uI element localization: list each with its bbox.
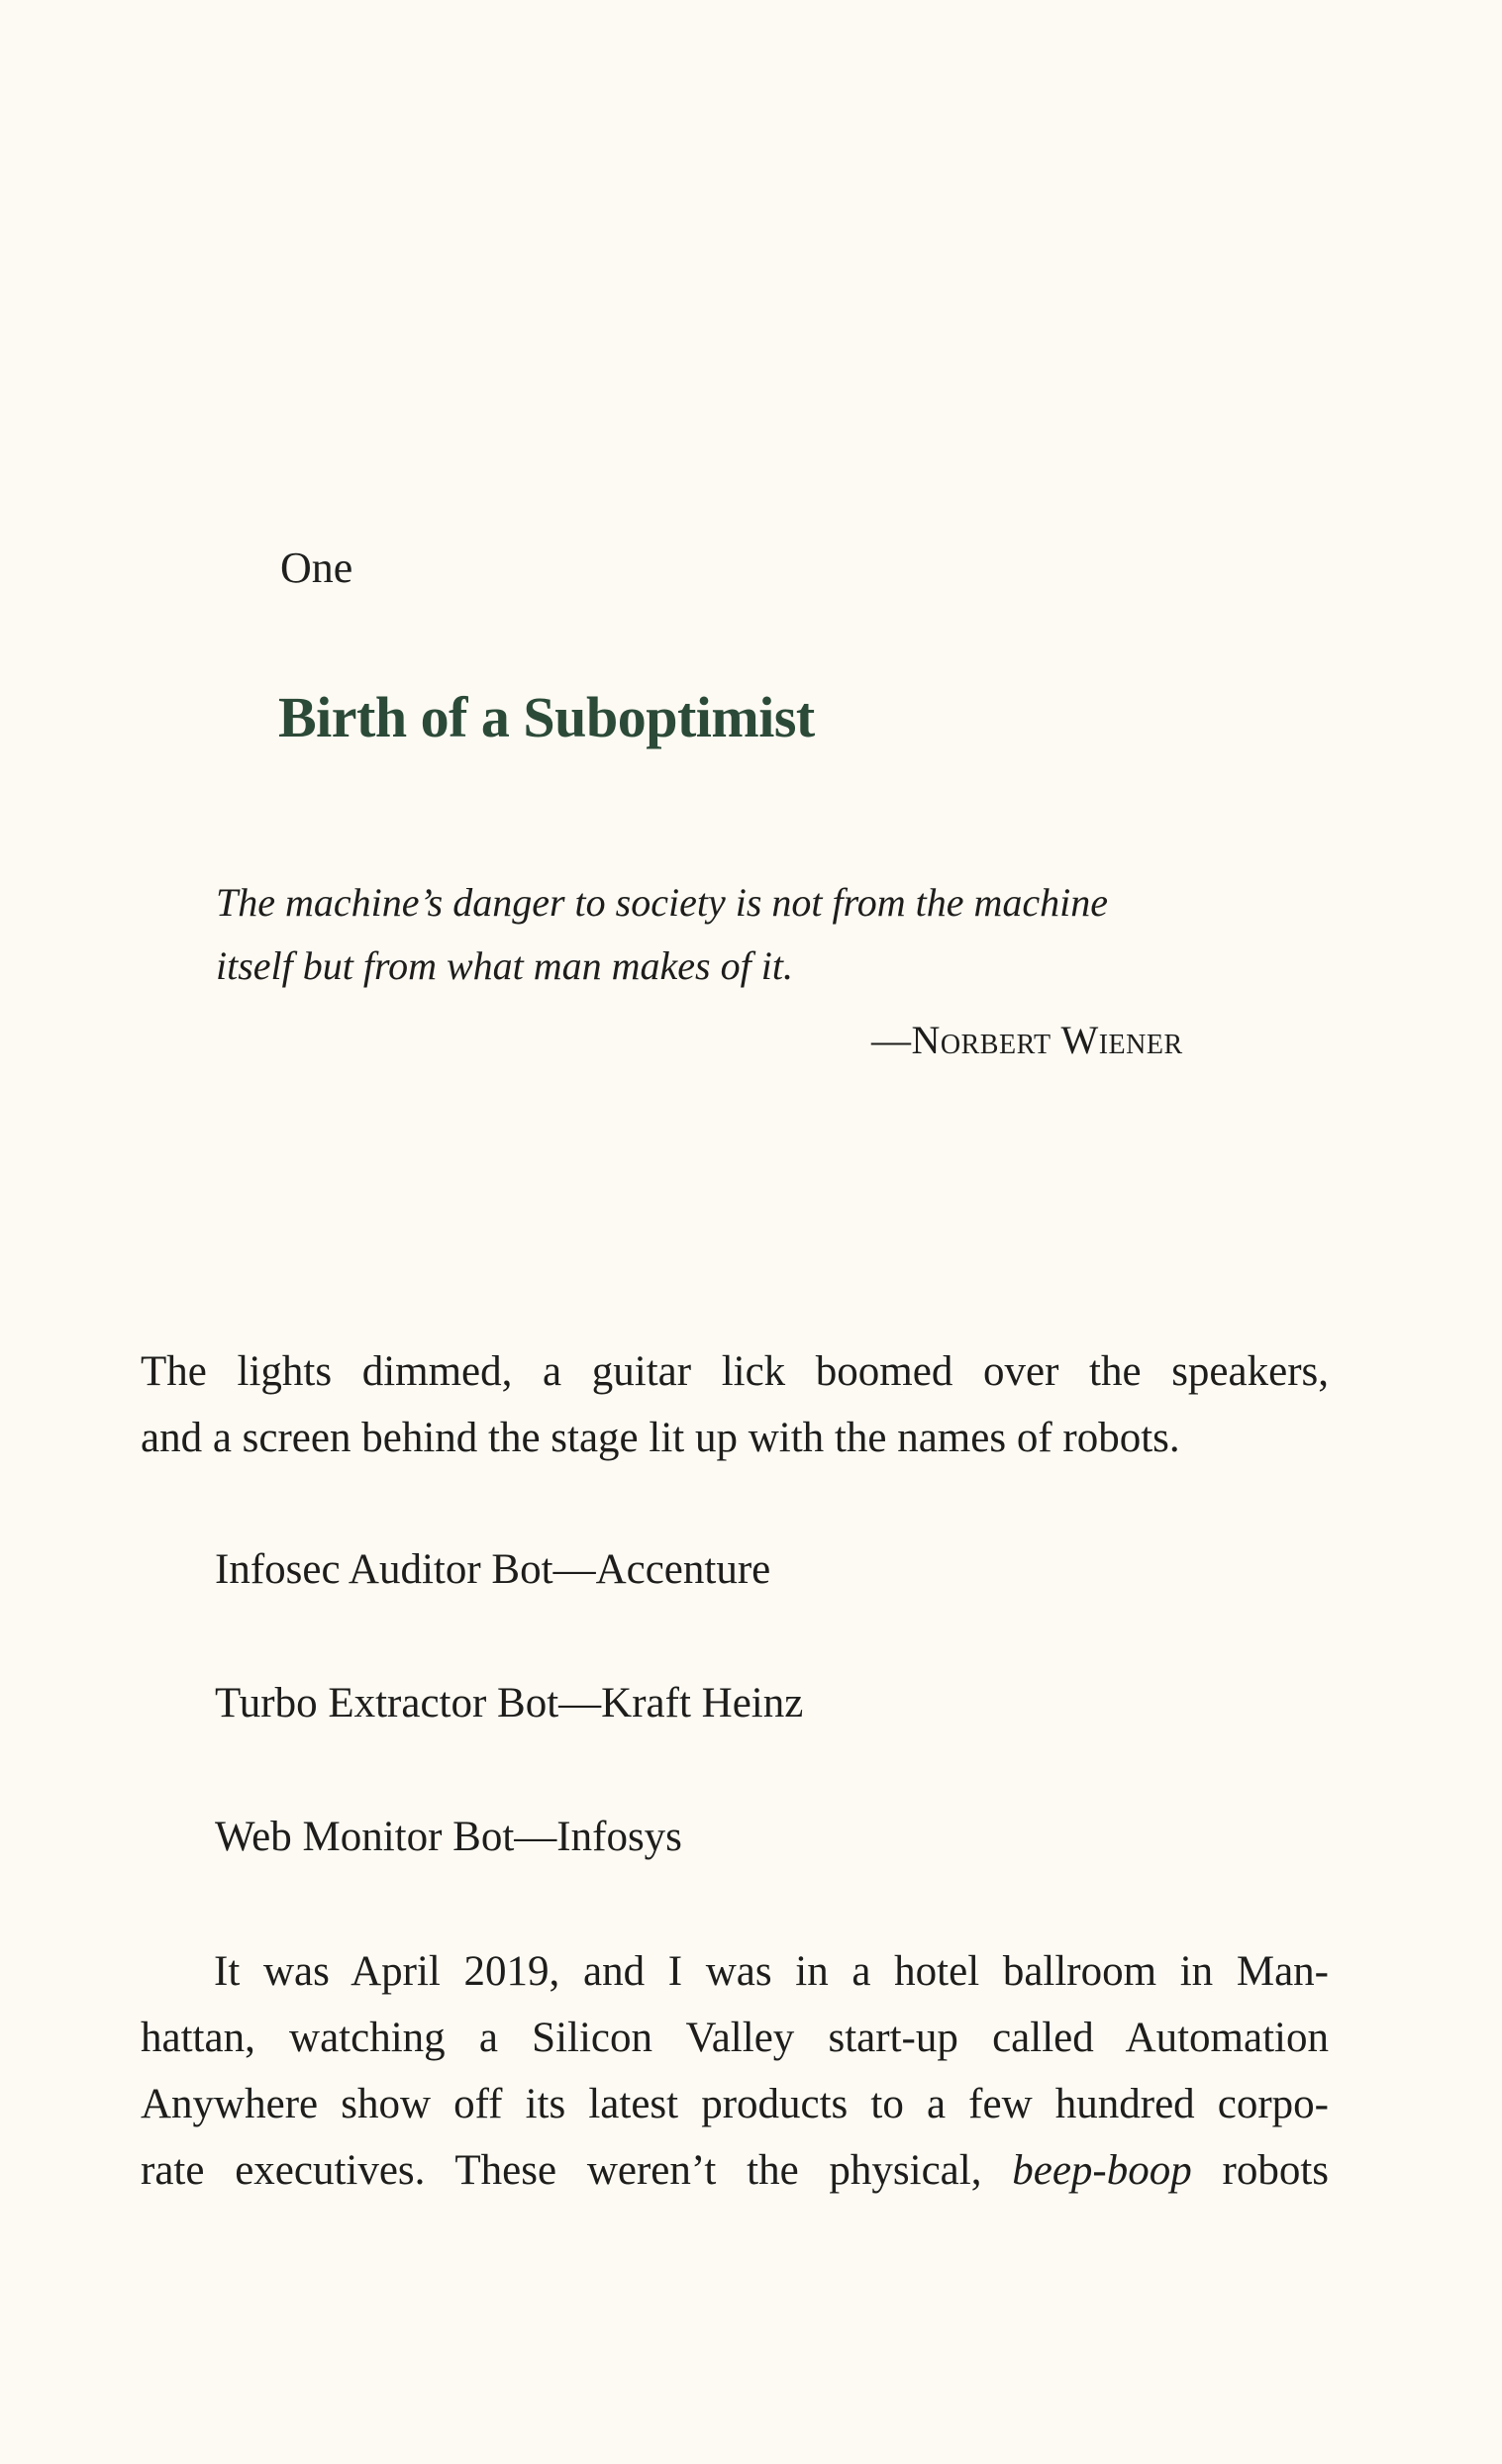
robot-list-item: Turbo Extractor Bot—Kraft Heinz [215, 1680, 804, 1726]
chapter-title: Birth of a Suboptimist [278, 685, 815, 749]
paragraph [141, 1938, 1329, 2204]
chapter-number: One [280, 543, 353, 592]
paragraph-line: hattan, watching a Silicon Valley start-up called Automation [141, 2015, 1329, 2061]
epigraph-attribution: —Norbert Wiener [871, 1018, 1183, 1062]
epigraph-line: itself but from what man makes of it. [216, 943, 793, 988]
robot-list-item: Web Monitor Bot—Infosys [215, 1814, 682, 1860]
epigraph [216, 871, 1255, 998]
emphasized-text: beep-boop [1012, 2147, 1192, 2194]
paragraph-line: The lights dimmed, a guitar lick boomed over the speakers, [141, 1348, 1329, 1395]
paragraph-line: It was April 2019, and I was in a hotel ballroom in Man- [214, 1948, 1329, 1995]
paragraph-text: rate executives. These weren’t the physical, [141, 2147, 982, 2194]
paragraph-line: and a screen behind the stage lit up with the names of robots. [141, 1415, 1180, 1461]
paragraph-line [141, 2137, 1329, 2204]
paragraph-text: robots [1222, 2147, 1330, 2194]
epigraph-line: The machine’s danger to society is not from the machine [216, 880, 1108, 925]
paragraph [141, 1338, 1329, 1471]
paragraph-line: Anywhere show off its latest products to a few hundred corpo- [141, 2081, 1329, 2127]
robot-list-item: Infosec Auditor Bot—Accenture [215, 1546, 771, 1593]
